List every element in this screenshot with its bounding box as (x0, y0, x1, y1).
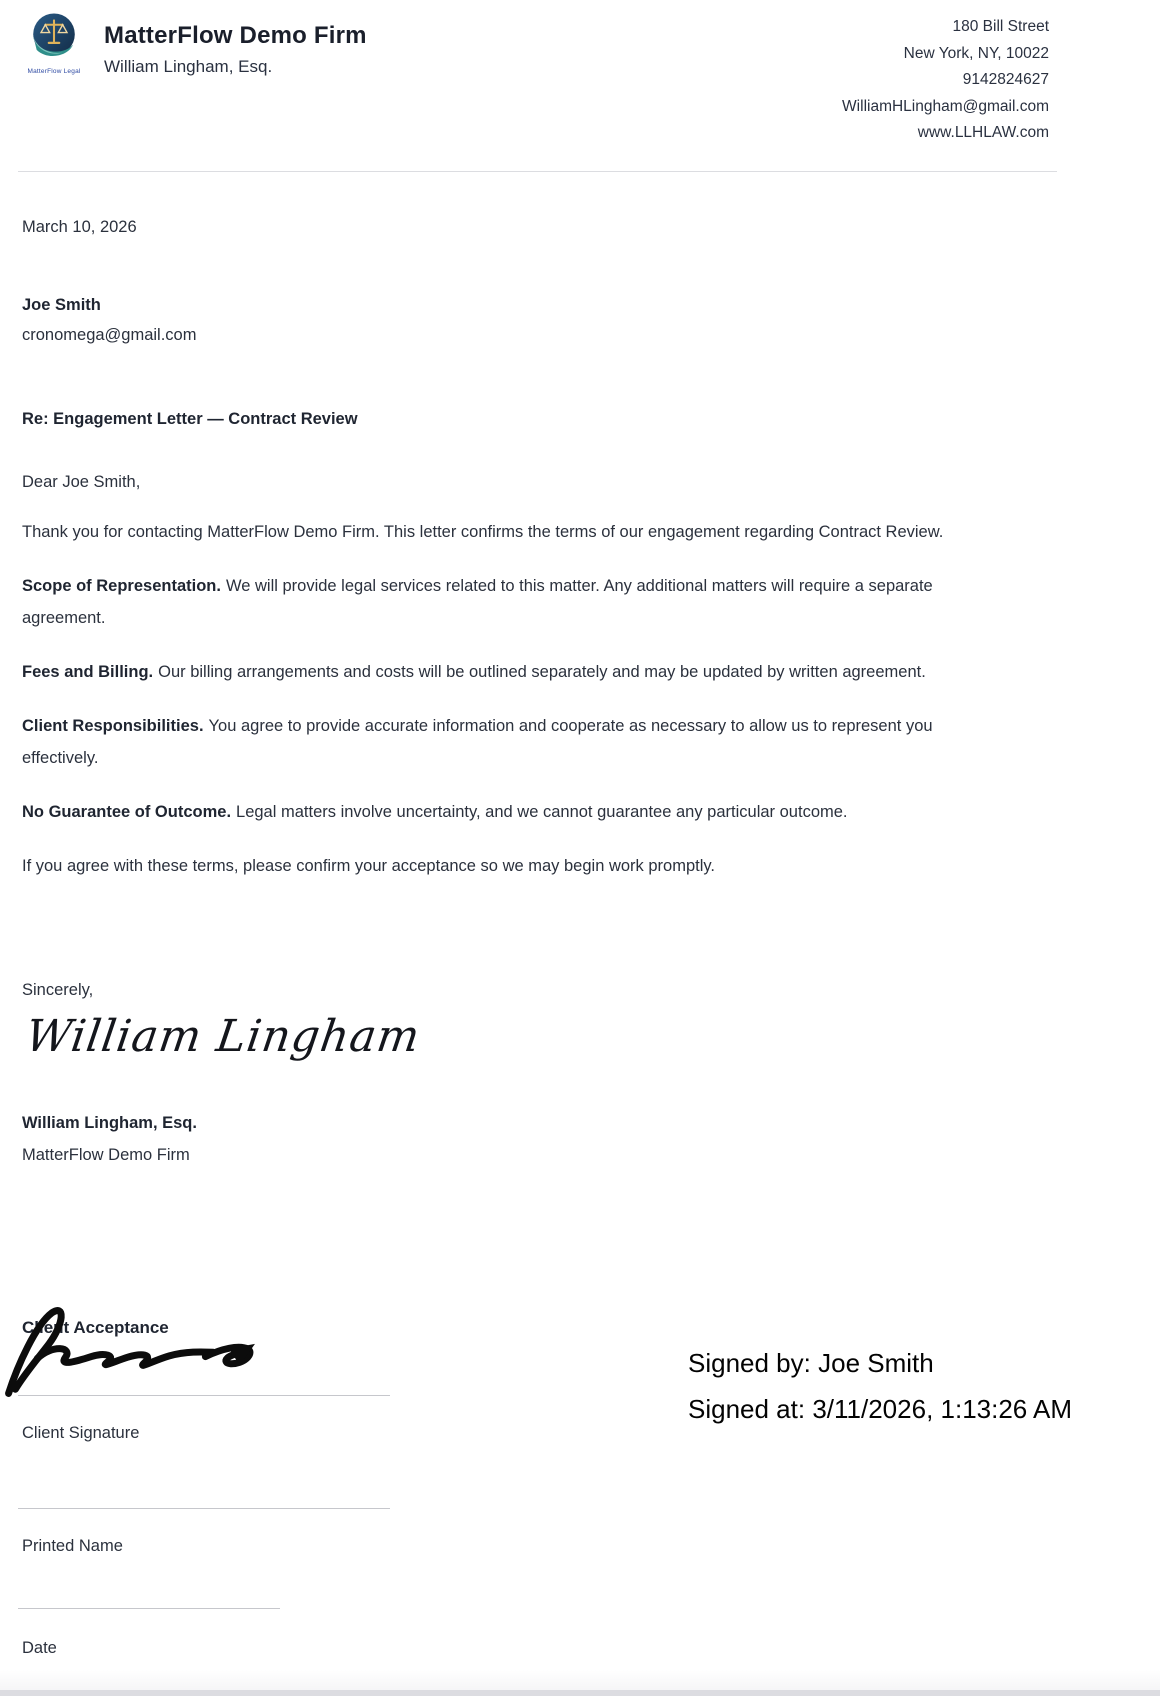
page-bottom-edge (0, 1670, 1160, 1696)
paragraph-lead: Client Responsibilities. (22, 717, 204, 735)
address-line-1: 180 Bill Street (952, 18, 1049, 35)
recipient-name: Joe Smith (22, 296, 101, 314)
closing: Sincerely, (22, 981, 94, 999)
signed-at-label: Signed at: (688, 1394, 806, 1424)
signer-name: William Lingham, Esq. (22, 1114, 197, 1132)
signer-firm: MatterFlow Demo Firm (22, 1146, 190, 1164)
paragraph-fees (22, 656, 967, 688)
firm-name: MatterFlow Demo Firm (104, 22, 367, 49)
paragraph-scope (22, 570, 967, 634)
signed-by-line (688, 1340, 1072, 1386)
logo-caption: MatterFlow Legal (27, 68, 81, 75)
recipient-email: cronomega@gmail.com (22, 326, 197, 344)
client-acceptance-section (22, 1305, 1073, 1659)
signed-by-value: Joe Smith (818, 1348, 934, 1378)
salutation: Dear Joe Smith, (22, 473, 141, 491)
attorney-script-signature: William Lingham (22, 1011, 424, 1062)
attorney-name: William Lingham, Esq. (104, 57, 273, 76)
printed-name-line (18, 1508, 390, 1509)
paragraph-responsibilities (22, 710, 967, 774)
paragraph-lead: Scope of Representation. (22, 577, 221, 595)
letter-body (22, 0, 967, 1167)
subject-line: Re: Engagement Letter — Contract Review (22, 410, 358, 428)
paragraph-text: Thank you for contacting MatterFlow Demo Firm. This letter confirms the terms of our engagement regarding Contract Review. (22, 523, 944, 541)
client-handwritten-signature (0, 1292, 274, 1401)
signed-info-block (688, 1340, 1072, 1432)
paragraph-text: If you agree with these terms, please confirm your acceptance so we may begin work promptly. (22, 857, 716, 875)
address-line-2: New York, NY, 10022 (903, 44, 1049, 62)
paragraph-lead: No Guarantee of Outcome. (22, 803, 232, 821)
paragraph-no-guarantee (22, 796, 967, 828)
phone-number: 9142824627 (962, 71, 1049, 88)
paragraph-text: You agree to provide accurate information and cooperate as necessary to allow us to represent you effectively. (22, 717, 933, 767)
paragraph-text: Legal matters involve uncertainty, and we cannot guarantee any particular outcome. (236, 803, 848, 821)
paragraph-text: We will provide legal services related to this matter. Any additional matters will require a separate agreement. (22, 577, 933, 627)
paragraph-intro (22, 516, 967, 548)
paragraph-lead: Fees and Billing. (22, 663, 154, 681)
email-address: WilliamHLingham@gmail.com (842, 97, 1049, 115)
signed-at-line (688, 1386, 1072, 1432)
website-url: www.LLHLAW.com (917, 124, 1049, 141)
paragraph-confirm (22, 850, 967, 882)
client-signature-label: Client Signature (22, 1424, 140, 1442)
paragraph-text: Our billing arrangements and costs will be outlined separately and may be updated by written agreement. (158, 663, 926, 681)
printed-name-label: Printed Name (22, 1537, 123, 1555)
date-label: Date (22, 1639, 57, 1657)
date-line (18, 1608, 280, 1609)
letter-date: March 10, 2026 (22, 218, 137, 236)
signed-at-value: 3/11/2026, 1:13:26 AM (812, 1394, 1073, 1424)
client-acceptance-heading: Client Acceptance (22, 1318, 169, 1337)
signed-by-label: Signed by: (688, 1348, 811, 1378)
